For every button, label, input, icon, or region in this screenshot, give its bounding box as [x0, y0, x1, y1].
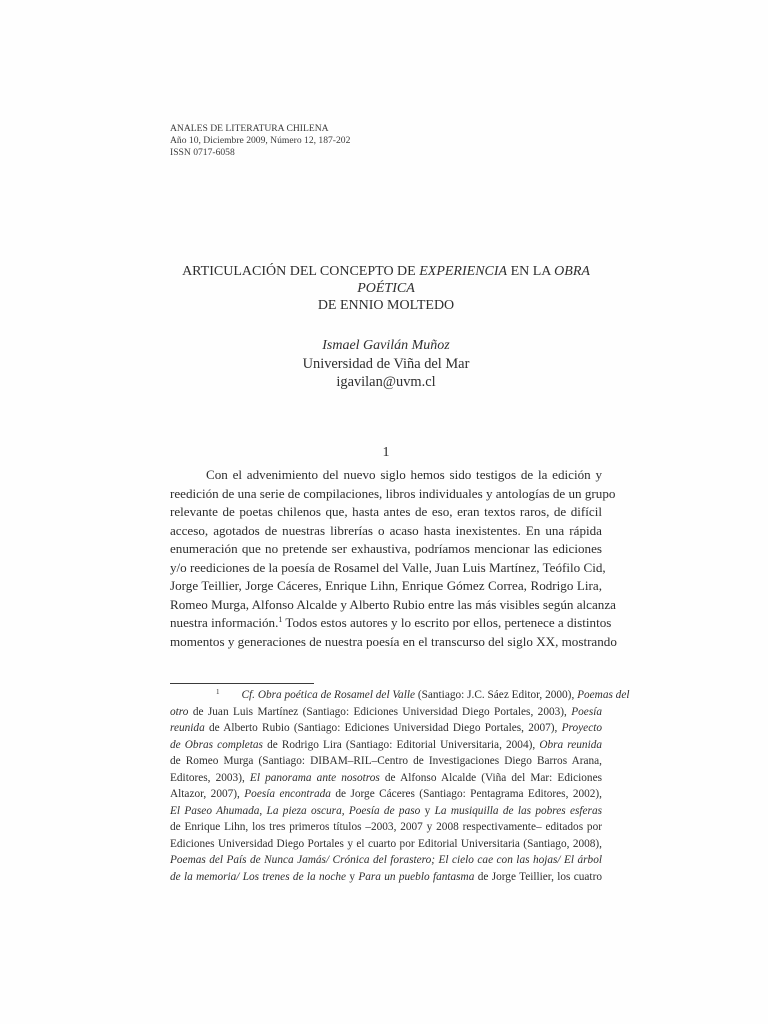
- footnote-line: Ediciones Universidad Diego Portales y el cuarto por Editorial Universitaria (Santiago, 2008),: [170, 837, 602, 850]
- footnote-title: Poemas del: [577, 689, 630, 701]
- footnote-divider: [170, 683, 314, 684]
- footnote-title: El panorama ante nosotros: [249, 771, 380, 784]
- footnote-title: Proyecto: [561, 722, 602, 734]
- title-text: ARTICULACIÓN DEL CONCEPTO DE: [182, 264, 420, 279]
- footnote-title: La musiquilla de las pobres esferas: [434, 804, 602, 817]
- section-number: 1: [382, 445, 390, 460]
- footnote-line: [170, 737, 602, 754]
- title-italic-obra: OBRA: [554, 264, 590, 279]
- body-line: enumeración que no pretende ser exhaustiva, podríamos mencionar las ediciones: [170, 541, 602, 556]
- footnote-text: de Alberto Rubio (Santiago: Ediciones Universidad Diego Portales, 2007),: [204, 722, 562, 734]
- footnote-line: [170, 687, 630, 704]
- author-block: [170, 337, 602, 391]
- article-title: [170, 263, 602, 314]
- footnote-text: ,: [259, 804, 267, 817]
- footnote-line: de Enrique Lihn, los tres primeros títulos –2003, 2007 y 2008 respectivamente– editados por: [170, 821, 602, 833]
- title-italic-experiencia: EXPERIENCIA: [419, 264, 508, 279]
- body-line: Jorge Teillier, Jorge Cáceres, Enrique Lihn, Enrique Gómez Correa, Rodrigo Lira,: [170, 578, 602, 593]
- body-line: acceso, agotados de nuestras librerías o acaso hasta inexistentes. En una rápida: [170, 522, 602, 538]
- footnote-text: y: [420, 804, 435, 817]
- title-line-2: [170, 280, 602, 297]
- journal-issn: ISSN 0717-6058: [170, 147, 235, 158]
- author-email: igavilan@uvm.cl: [336, 374, 436, 390]
- footnote-text: de Alfonso Alcalde (Viña del Mar: Ediciones: [379, 771, 602, 784]
- footnote-title: de la memoria/ Los trenes de la noche: [170, 870, 346, 883]
- body-line: Romeo Murga, Alfonso Alcalde y Alberto Rubio entre las más visibles según alcanza: [170, 596, 616, 612]
- footnote-line: [170, 770, 602, 787]
- body-line: [170, 614, 612, 633]
- footnote-text: (Santiago: J.C. Sáez Editor, 2000),: [415, 689, 578, 701]
- footnote-title: Cf. Obra poética de Rosamel del Valle: [241, 689, 416, 701]
- footnote-line: [170, 803, 602, 820]
- body-line: reedición de una serie de compilaciones, libros individuales y antologías de un grupo: [170, 485, 616, 501]
- footnote-line: [170, 720, 602, 737]
- body-text: Todos estos autores y lo escrito por ellos, pertenece a distintos: [282, 615, 612, 630]
- body-line: momentos y generaciones de nuestra poesía en el transcurso del siglo XX, mostrando: [170, 633, 617, 649]
- author-affiliation: Universidad de Viña del Mar: [302, 356, 470, 372]
- title-line-1: [170, 263, 602, 280]
- body-line: y/o reediciones de la poesía de Rosamel del Valle, Juan Luis Martínez, Teófilo Cid,: [170, 559, 606, 575]
- author-name: Ismael Gavilán Muñoz: [322, 338, 450, 353]
- footnote-text: de Jorge Teillier, los cuatro: [474, 870, 602, 883]
- footnote-title: La pieza oscura, Poesía de paso: [266, 804, 421, 817]
- title-text: EN LA: [507, 264, 555, 279]
- footnote-line: [170, 704, 602, 721]
- title-line-3: DE ENNIO MOLTEDO: [317, 298, 455, 313]
- footnote-reference[interactable]: 1: [278, 615, 283, 624]
- footnote-line: de Romeo Murga (Santiago: DIBAM–RIL–Centro de Investigaciones Diego Barros Arana,: [170, 755, 602, 767]
- footnote-line: [170, 869, 602, 886]
- footnote-title: El Paseo Ahumada: [170, 804, 260, 817]
- footnote-text: Altazor, 2007),: [170, 788, 245, 800]
- footnote-title: Obra reunida: [539, 738, 603, 751]
- footnote-title: Poesía: [571, 705, 602, 718]
- journal-header: [170, 123, 350, 159]
- title-italic-poetica: POÉTICA: [357, 281, 415, 296]
- journal-name: ANALES DE LITERATURA CHILENA: [170, 123, 329, 134]
- footnote-line: [170, 852, 602, 869]
- body-paragraph: [170, 466, 617, 651]
- journal-issue: Año 10, Diciembre 2009, Número 12, 187-202: [170, 135, 351, 146]
- footnote-title: Poesía encontrada: [244, 788, 331, 800]
- footnote: [170, 687, 630, 885]
- body-line: Con el advenimiento del nuevo siglo hemos sido testigos de la edición y: [206, 467, 602, 482]
- footnote-title: reunida: [170, 722, 205, 734]
- footnote-title: otro: [170, 705, 189, 718]
- footnote-text: de Jorge Cáceres (Santiago: Pentagrama Editores, 2002),: [330, 788, 602, 800]
- footnote-line: [170, 786, 602, 803]
- footnote-number: 1: [216, 688, 220, 696]
- footnote-text: y: [346, 870, 359, 883]
- footnote-title: Poemas del País de Nunca Jamás/ Crónica del forastero; El cielo cae con las hojas/ El árbol: [170, 854, 602, 866]
- footnote-text: de Rodrigo Lira (Santiago: Editorial Universitaria, 2004),: [262, 738, 540, 751]
- footnote-title: de Obras completas: [170, 738, 263, 751]
- footnote-text: de Juan Luis Martínez (Santiago: Ediciones Universidad Diego Portales, 2003),: [188, 705, 572, 718]
- body-text: nuestra información.: [170, 615, 279, 630]
- footnote-title: Para un pueblo fantasma: [358, 870, 475, 883]
- footnote-text: Editores, 2003),: [170, 771, 250, 784]
- body-line: relevante de poetas chilenos que, hasta antes de eso, eran textos raros, de difícil: [170, 504, 602, 519]
